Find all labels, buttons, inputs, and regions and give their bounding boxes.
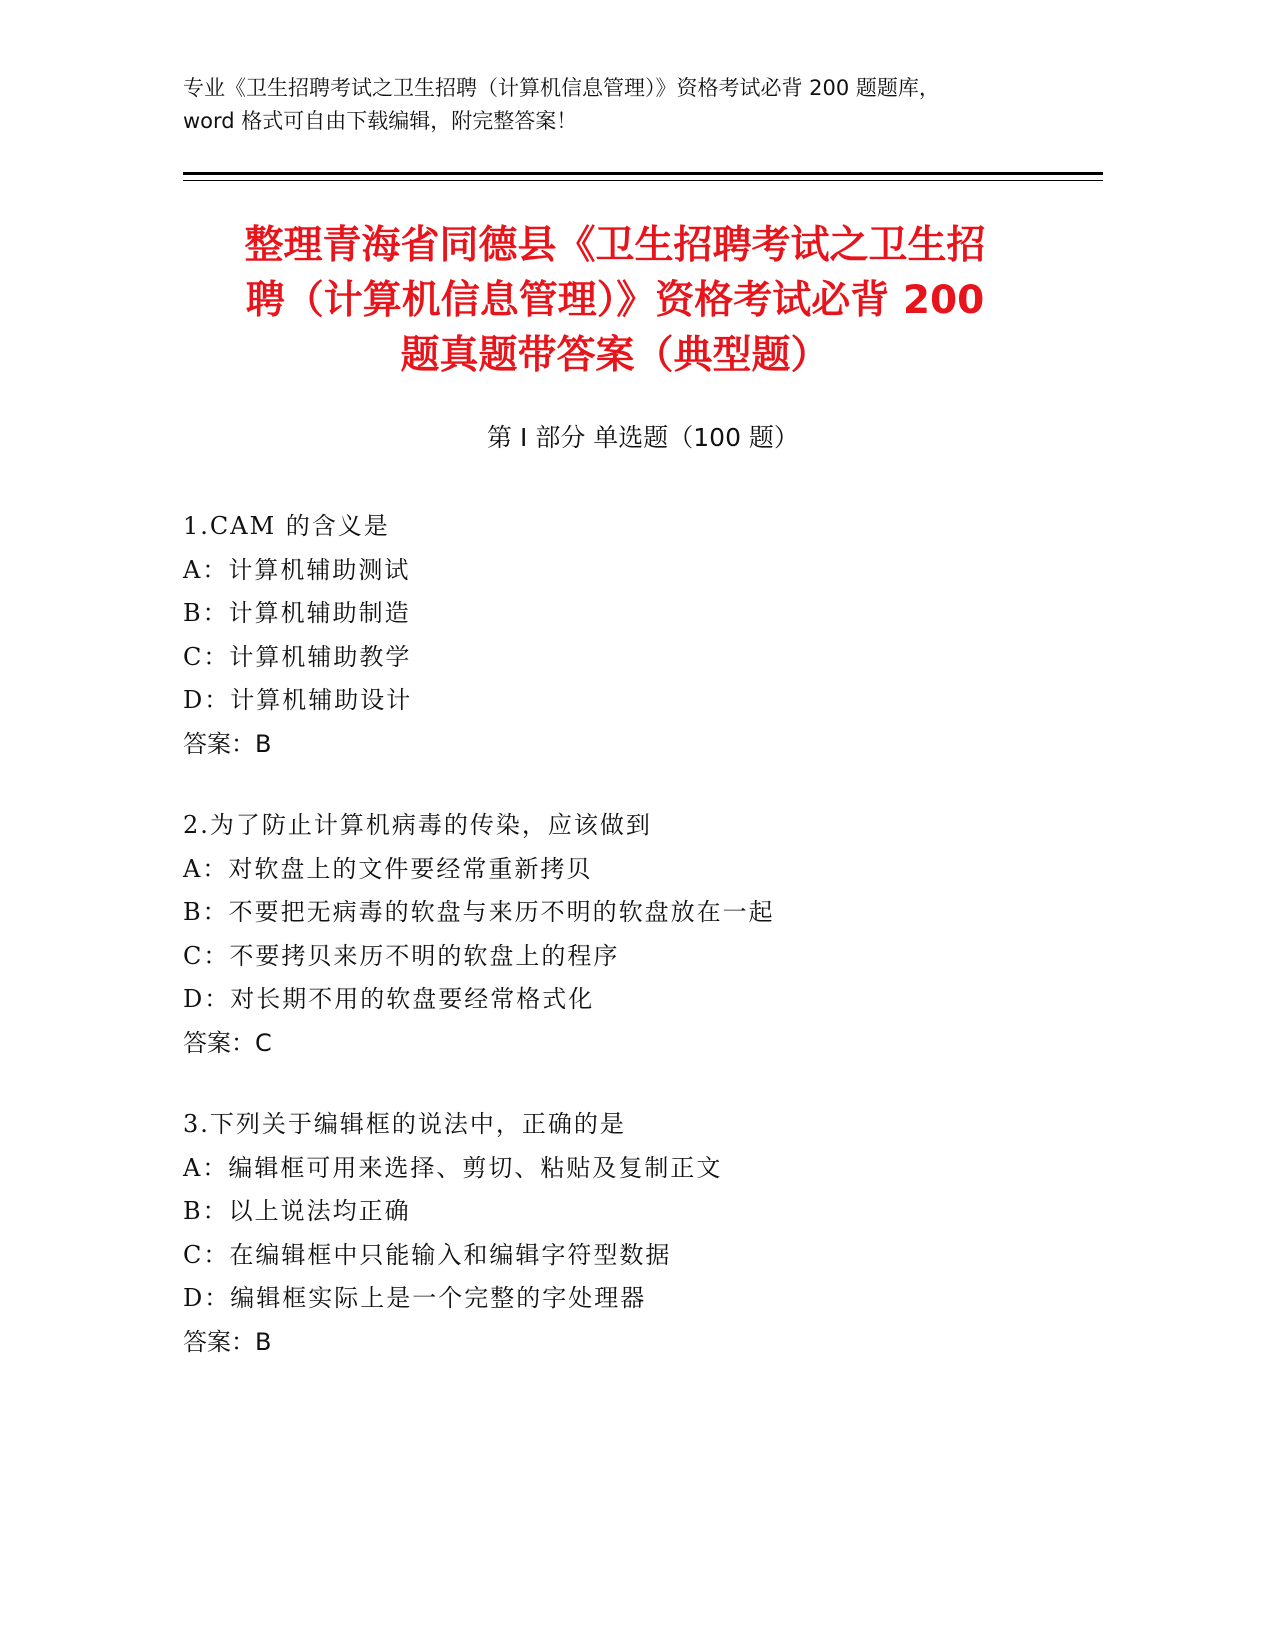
option-b: B：计算机辅助制造 [183, 599, 411, 627]
option-b: B：不要把无病毒的软盘与来历不明的软盘放在一起 [183, 898, 775, 926]
title-line-1: 整理青海省同德县《卫生招聘考试之卫生招 [244, 223, 986, 268]
option-a: A：对软盘上的文件要经常重新拷贝 [183, 854, 593, 883]
option-c: C：不要拷贝来历不明的软盘上的程序 [183, 941, 620, 970]
answer: 答案：B [183, 1327, 272, 1356]
option-c: C：在编辑框中只能输入和编辑字符型数据 [183, 1240, 672, 1269]
header-rule-thick [183, 172, 1103, 175]
intro-line-2: word 格式可自由下载编辑，附完整答案！ [183, 109, 578, 133]
question-list [183, 505, 1103, 1402]
option-d: D：计算机辅助设计 [183, 686, 413, 714]
document-title [185, 218, 1045, 383]
question-stem: 3.下列关于编辑框的说法中，正确的是 [183, 1110, 626, 1138]
answer: 答案：B [183, 729, 272, 758]
answer: 答案：C [183, 1028, 272, 1057]
question-3 [183, 1103, 1103, 1364]
title-line-3: 题真题带答案（典型题） [400, 333, 830, 378]
option-a: A：编辑框可用来选择、剪切、粘贴及复制正文 [183, 1153, 723, 1182]
question-stem: 1.CAM 的含义是 [183, 512, 390, 540]
option-d: D：编辑框实际上是一个完整的字处理器 [183, 1284, 647, 1312]
intro-text [183, 72, 1103, 138]
header-rule-thin [183, 180, 1103, 181]
question-stem: 2.为了防止计算机病毒的传染，应该做到 [183, 811, 652, 839]
section-heading: 第 I 部分 单选题（100 题） [487, 423, 799, 452]
title-line-2: 聘（计算机信息管理）》资格考试必背 200 [245, 278, 985, 323]
option-d: D：对长期不用的软盘要经常格式化 [183, 985, 595, 1013]
option-a: A：计算机辅助测试 [183, 555, 411, 584]
option-b: B：以上说法均正确 [183, 1197, 411, 1225]
option-c: C：计算机辅助教学 [183, 642, 412, 671]
question-1 [183, 505, 1103, 766]
intro-line-1: 专业《卫生招聘考试之卫生招聘（计算机信息管理）》资格考试必背 200 题题库， [183, 76, 940, 100]
question-2 [183, 804, 1103, 1065]
